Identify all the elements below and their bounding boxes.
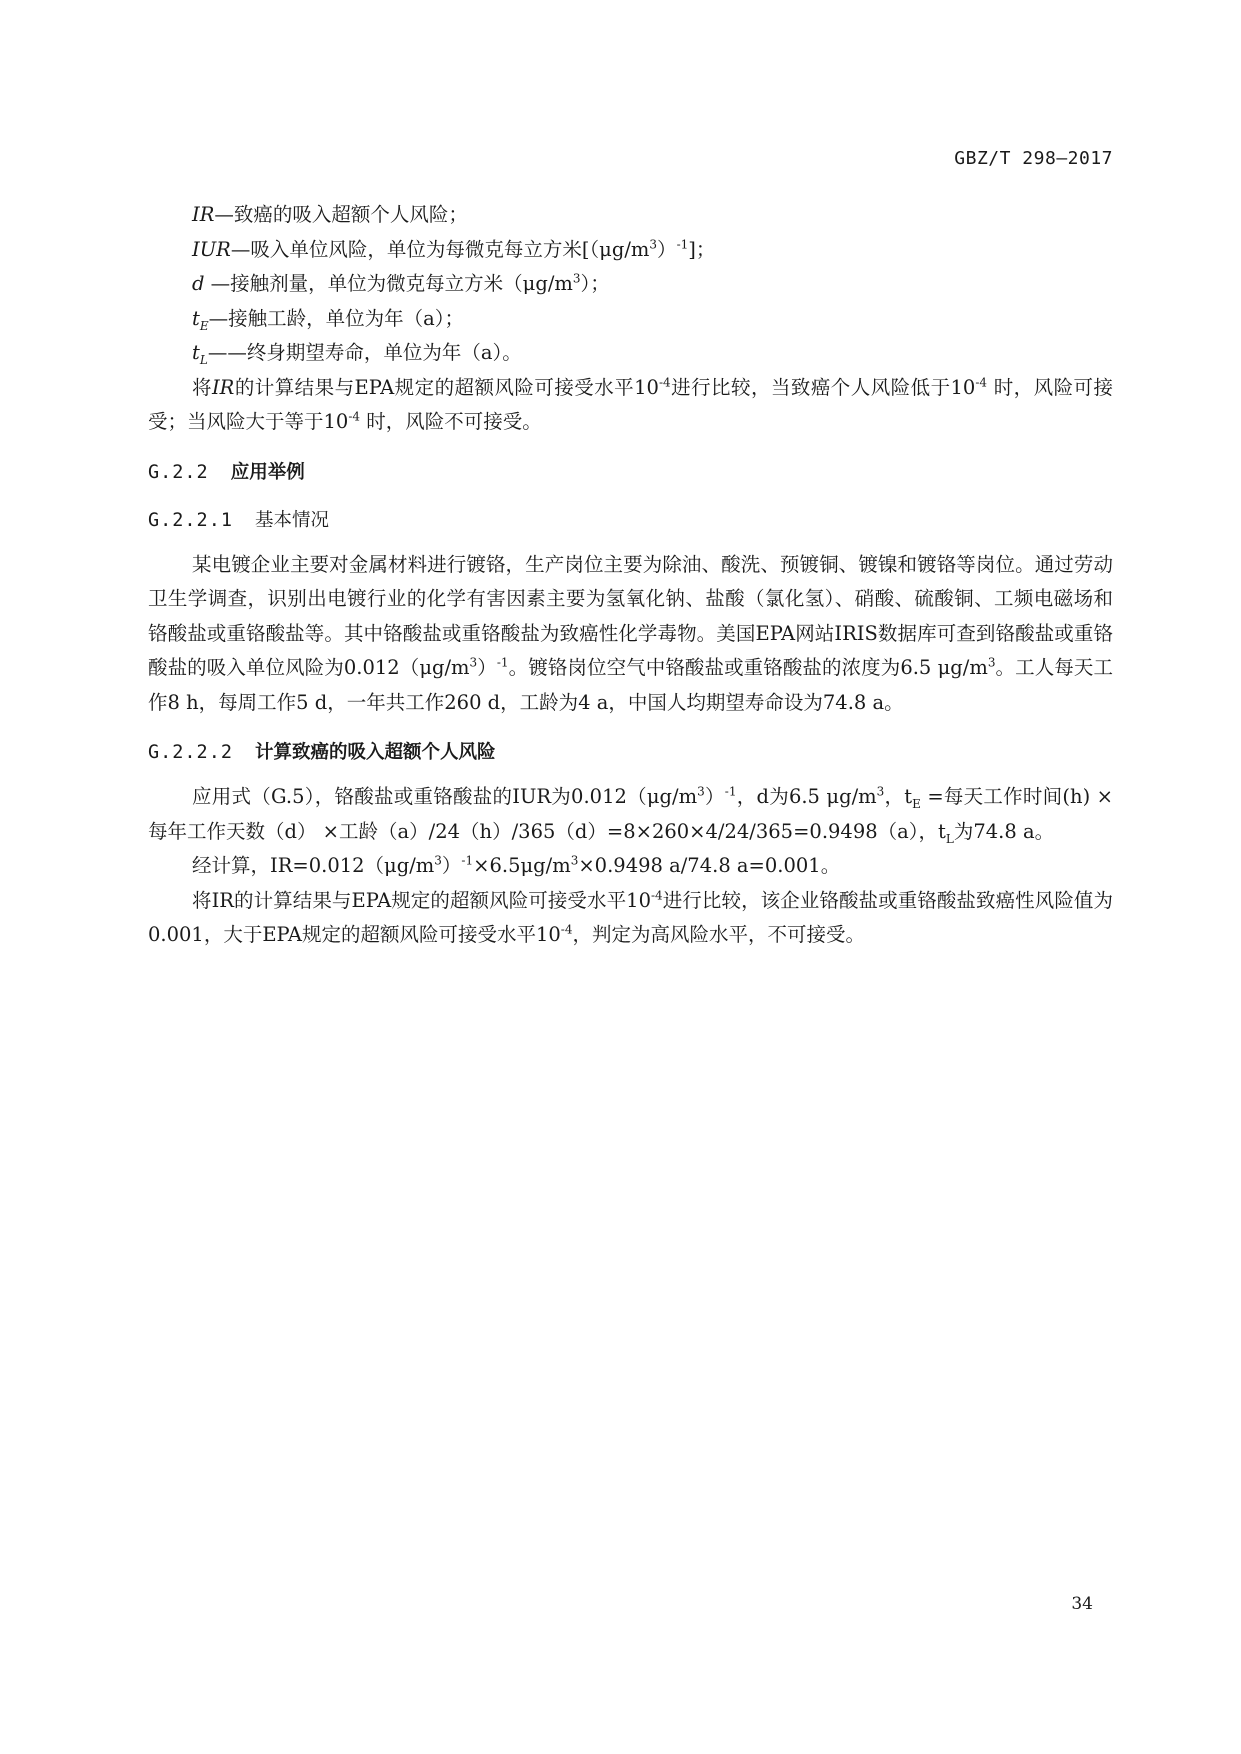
page-number: 34: [1071, 1594, 1093, 1614]
definition-d: d —接触剂量，单位为微克每立方米$(\mu g/m^3)$；: [192, 271, 610, 295]
page-content: [148, 198, 1113, 953]
section-heading-g2221: G.2.2.1 基本情况: [148, 509, 329, 531]
definition-te: $t_E—$接触工龄，单位为年（a）；: [192, 306, 464, 333]
document-code: GBZ/T 298—2017: [954, 148, 1113, 169]
definition-ir: IR—致癌的吸入超额个人风险；: [192, 203, 468, 226]
definition-iur: IUR—吸入单位风险，单位为每微克每立方米$[(\mu g/m^3)^{-1}]$；: [192, 237, 716, 261]
paragraph-compare: 将IR的计算结果与EPA规定的超额风险可接受水平$10^{-4}$进行比较，当致癌个人风险低于$10^{-4}$ 时，风险可接受；当风险大于等于$10^{-4}$ 时，风险不可接受。: [148, 375, 1113, 433]
section-heading-g2222: G.2.2.2 计算致癌的吸入超额个人风险: [148, 742, 496, 763]
paragraph-apply-formula: 应用式（G.5），铬酸盐或重铬酸盐的IUR为$0.012(\mu g/m^3)^{-1}$，d为6.5 $\mu g/m^3$，$t_E$ =每天工作时间(h) × 每年工作天数（d） ×工龄（a）/24（h）/365（d）=8×260×4/24/365=0.9498（a），$t_L$为74.8 a。: [148, 784, 1113, 846]
definition-tl: $t_L——$终身期望寿命，单位为年（a）。: [192, 341, 522, 367]
paragraph-calculation: 经计算，$IR=0.012(\mu g/m^3)^{-1}\times 6.5\mu g/m^3\times 0.9498$ a/74.8 a=0.001。: [192, 853, 841, 877]
section-heading-g222: G.2.2 应用举例: [148, 461, 305, 483]
paragraph-judgement: 将IR的计算结果与EPA规定的超额风险可接受水平$10^{-4}$进行比较，该企业铬酸盐或重铬酸盐致癌性风险值为0.001，大于EPA规定的超额风险可接受水平$10^{-4}$，判定为高风险水平，不可接受。: [148, 888, 1113, 946]
paragraph-basic-situation: 某电镀企业主要对金属材料进行镀铬，生产岗位主要为除油、酸洗、预镀铜、镀镍和镀铬等岗位。通过劳动卫生学调查，识别出电镀行业的化学有害因素主要为氢氧化钠、盐酸（氯化氢）、硝酸、硫酸铜、工频电磁场和铬酸盐或重铬酸盐等。其中铬酸盐或重铬酸盐为致癌性化学毒物。美国EPA网站IRIS数据库可查到铬酸盐或重铬酸盐的吸入单位风险为$0.012(\mu g/m^3)^{-1}$。镀铬岗位空气中铬酸盐或重铬酸盐的浓度为6.5 $\mu g/m^3$。工人每天工作8 h，每周工作5 d，一年共工作260 d，工龄为4 a，中国人均期望寿命设为74.8 a。: [148, 552, 1113, 714]
